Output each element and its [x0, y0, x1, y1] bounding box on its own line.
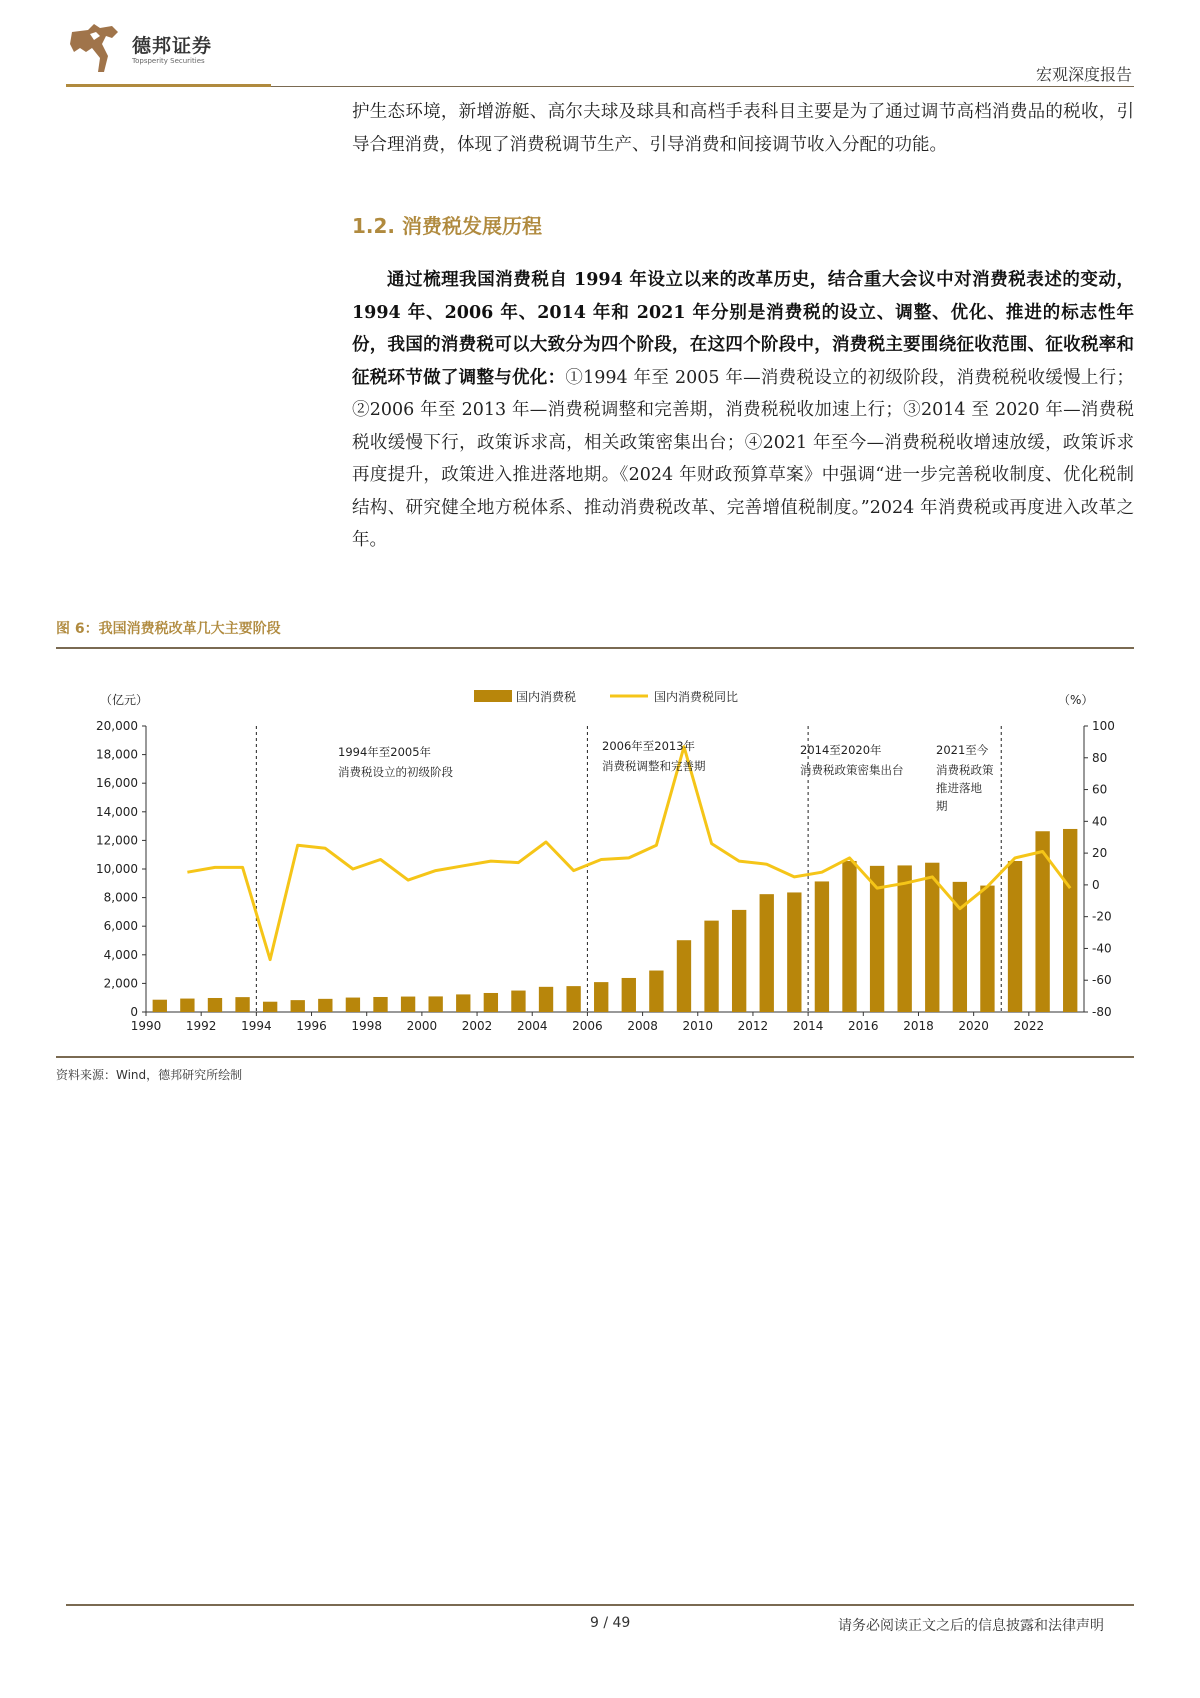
disclaimer: 请务必阅读正文之后的信息披露和法律声明 — [838, 1618, 1104, 1634]
left-tick-label: 16,000 — [96, 776, 138, 791]
x-tick-label: 2002 — [461, 1019, 493, 1033]
bar-2020 — [980, 886, 994, 1012]
x-tick-label: 1994 — [241, 1019, 272, 1033]
bar-2000 — [429, 996, 443, 1012]
annotation-phase-2-title: 2006年至2013年 — [602, 739, 696, 753]
bar-2023 — [1063, 829, 1077, 1012]
legend-bar-label: 国内消费税 — [516, 690, 577, 704]
left-tick-label: 20,000 — [96, 719, 138, 733]
left-tick-label: 2,000 — [103, 976, 138, 991]
bar-2015 — [842, 861, 856, 1012]
bear-logo-icon — [66, 22, 126, 78]
annotation-phase-4-title: 2021至今 — [936, 743, 989, 757]
right-tick-label: -20 — [1092, 909, 1112, 924]
legend-bar-swatch — [474, 690, 512, 702]
bar-1991 — [180, 999, 194, 1012]
right-tick-label: -60 — [1092, 973, 1112, 988]
bar-2017 — [898, 865, 912, 1012]
left-tick-label: 10,000 — [96, 862, 138, 876]
left-axis-unit: （亿元） — [100, 693, 149, 707]
bar-2007 — [622, 978, 636, 1012]
annotation-phase-3-title: 2014至2020年 — [800, 743, 882, 757]
annotation-phase-4-desc: 消费税政策推进落地期 — [936, 763, 994, 813]
report-type: 宏观深度报告 — [1035, 65, 1132, 84]
bar-2005 — [566, 986, 580, 1012]
consumption-tax-chart — [56, 660, 1138, 1050]
bar-1998 — [373, 997, 387, 1012]
page-number: 9 / 49 — [590, 1615, 631, 1631]
annotation-phase-1-title: 1994年至2005年 — [338, 745, 432, 759]
left-tick-label: 8,000 — [103, 890, 138, 905]
bar-2002 — [484, 993, 498, 1012]
section-title: 1.2. 消费税发展历程 — [352, 214, 542, 238]
x-tick-label: 1996 — [296, 1019, 327, 1033]
company-name-cn: 德邦证券 — [132, 34, 213, 57]
bar-2010 — [704, 921, 718, 1012]
x-tick-label: 2006 — [572, 1019, 603, 1033]
company-name-en: Topsperity Securities — [132, 56, 205, 65]
x-tick-label: 2004 — [516, 1019, 548, 1033]
x-tick-label: 1992 — [185, 1019, 217, 1033]
paragraph-2 — [352, 264, 1134, 557]
x-tick-label: 1990 — [130, 1019, 162, 1033]
right-tick-label: -80 — [1092, 1005, 1112, 1019]
right-tick-label: 20 — [1092, 846, 1108, 861]
bar-1994 — [263, 1002, 277, 1012]
x-tick-label: 2008 — [627, 1019, 658, 1033]
bar-1997 — [346, 998, 360, 1012]
annotation-phase-2-desc: 消费税调整和完善期 — [602, 759, 706, 773]
bar-1995 — [291, 1000, 305, 1012]
legend-line-label: 国内消费税同比 — [654, 690, 739, 704]
x-tick-label: 2014 — [792, 1019, 824, 1033]
bar-2011 — [732, 910, 746, 1012]
bar-2004 — [539, 987, 553, 1012]
header-accent-bar — [66, 84, 271, 87]
bar-2006 — [594, 982, 608, 1012]
figure-source: 资料来源：Wind，德邦研究所绘制 — [56, 1068, 243, 1082]
bar-2003 — [511, 991, 525, 1012]
bar-1990 — [153, 1000, 167, 1012]
figure-bottom-rule — [56, 1056, 1134, 1058]
left-tick-label: 0 — [130, 1005, 138, 1019]
x-tick-label: 2016 — [848, 1019, 879, 1033]
left-tick-label: 14,000 — [96, 804, 138, 819]
paragraph-2-bold: 通过梳理我国消费税自 1994 年设立以来的改革历史，结合重大会议中对消费税表述的变动，1994 年、2006 年、2014 年和 2021 年分别是消费税的设立、调整、优化、推进的标志性年份，我国的消费税可以大致分为四个阶段，在这四个阶段中，消费税主要围绕征收范围、征收税率和征税环节做了调整与优化： — [352, 270, 1134, 388]
bar-2008 — [649, 971, 663, 1012]
bar-1996 — [318, 999, 332, 1012]
x-tick-label: 2018 — [903, 1019, 934, 1033]
left-tick-label: 12,000 — [96, 833, 138, 848]
bar-2013 — [787, 892, 801, 1012]
right-tick-label: 0 — [1092, 877, 1100, 892]
footer-divider — [66, 1604, 1134, 1606]
x-tick-label: 2010 — [682, 1019, 714, 1033]
left-tick-label: 6,000 — [103, 919, 138, 934]
paragraph-1: 护生态环境，新增游艇、高尔夫球及球具和高档手表科目主要是为了通过调节高档消费品的税收，引导合理消费，体现了消费税调节生产、引导消费和间接调节收入分配的功能。 — [352, 102, 1134, 155]
figure-top-rule — [56, 647, 1134, 649]
left-tick-label: 18,000 — [96, 747, 138, 762]
x-tick-label: 2012 — [737, 1019, 769, 1033]
right-tick-label: 40 — [1092, 814, 1108, 829]
bar-2018 — [925, 863, 939, 1012]
bar-2009 — [677, 940, 691, 1012]
right-tick-label: -40 — [1092, 941, 1112, 956]
bar-2012 — [760, 894, 774, 1012]
company-logo — [66, 22, 212, 78]
x-tick-label: 2022 — [1013, 1019, 1045, 1033]
right-tick-label: 60 — [1092, 782, 1108, 797]
left-tick-label: 4,000 — [103, 947, 138, 962]
annotation-phase-1-desc: 消费税设立的初级阶段 — [338, 765, 453, 779]
figure-title: 图 6：我国消费税改革几大主要阶段 — [56, 621, 281, 637]
bar-2021 — [1008, 861, 1022, 1012]
x-tick-label: 2000 — [406, 1019, 438, 1033]
bar-2001 — [456, 994, 470, 1012]
right-tick-label: 80 — [1092, 750, 1108, 765]
bar-1999 — [401, 997, 415, 1012]
x-tick-label: 1998 — [351, 1019, 382, 1033]
right-tick-label: 100 — [1092, 719, 1115, 733]
bar-2014 — [815, 881, 829, 1012]
annotation-phase-3-desc: 消费税政策密集出台 — [800, 763, 904, 777]
bar-1992 — [208, 998, 222, 1012]
bar-1993 — [235, 997, 249, 1012]
x-tick-label: 2020 — [958, 1019, 989, 1033]
paragraph-2-normal: ①1994 年至 2005 年—消费税设立的初级阶段，消费税税收缓慢上行；②2006 年至 2013 年—消费税调整和完善期，消费税税收加速上行；③2014 至 2020 年—消费税税收缓慢下行，政策诉求高，相关政策密集出台；④2021 年至今—消费税税收增速放缓，政策诉求再度提升，政策进入推进落地期。《2024 年财政预算草案》中强调“进一步完善税收制度、优化税制结构、研究健全地方税体系、推动消费税改革、完善增值税制度。”2024 年消费税或再度进入改革之年。 — [352, 367, 1134, 550]
right-axis-unit: （%） — [1058, 693, 1094, 707]
